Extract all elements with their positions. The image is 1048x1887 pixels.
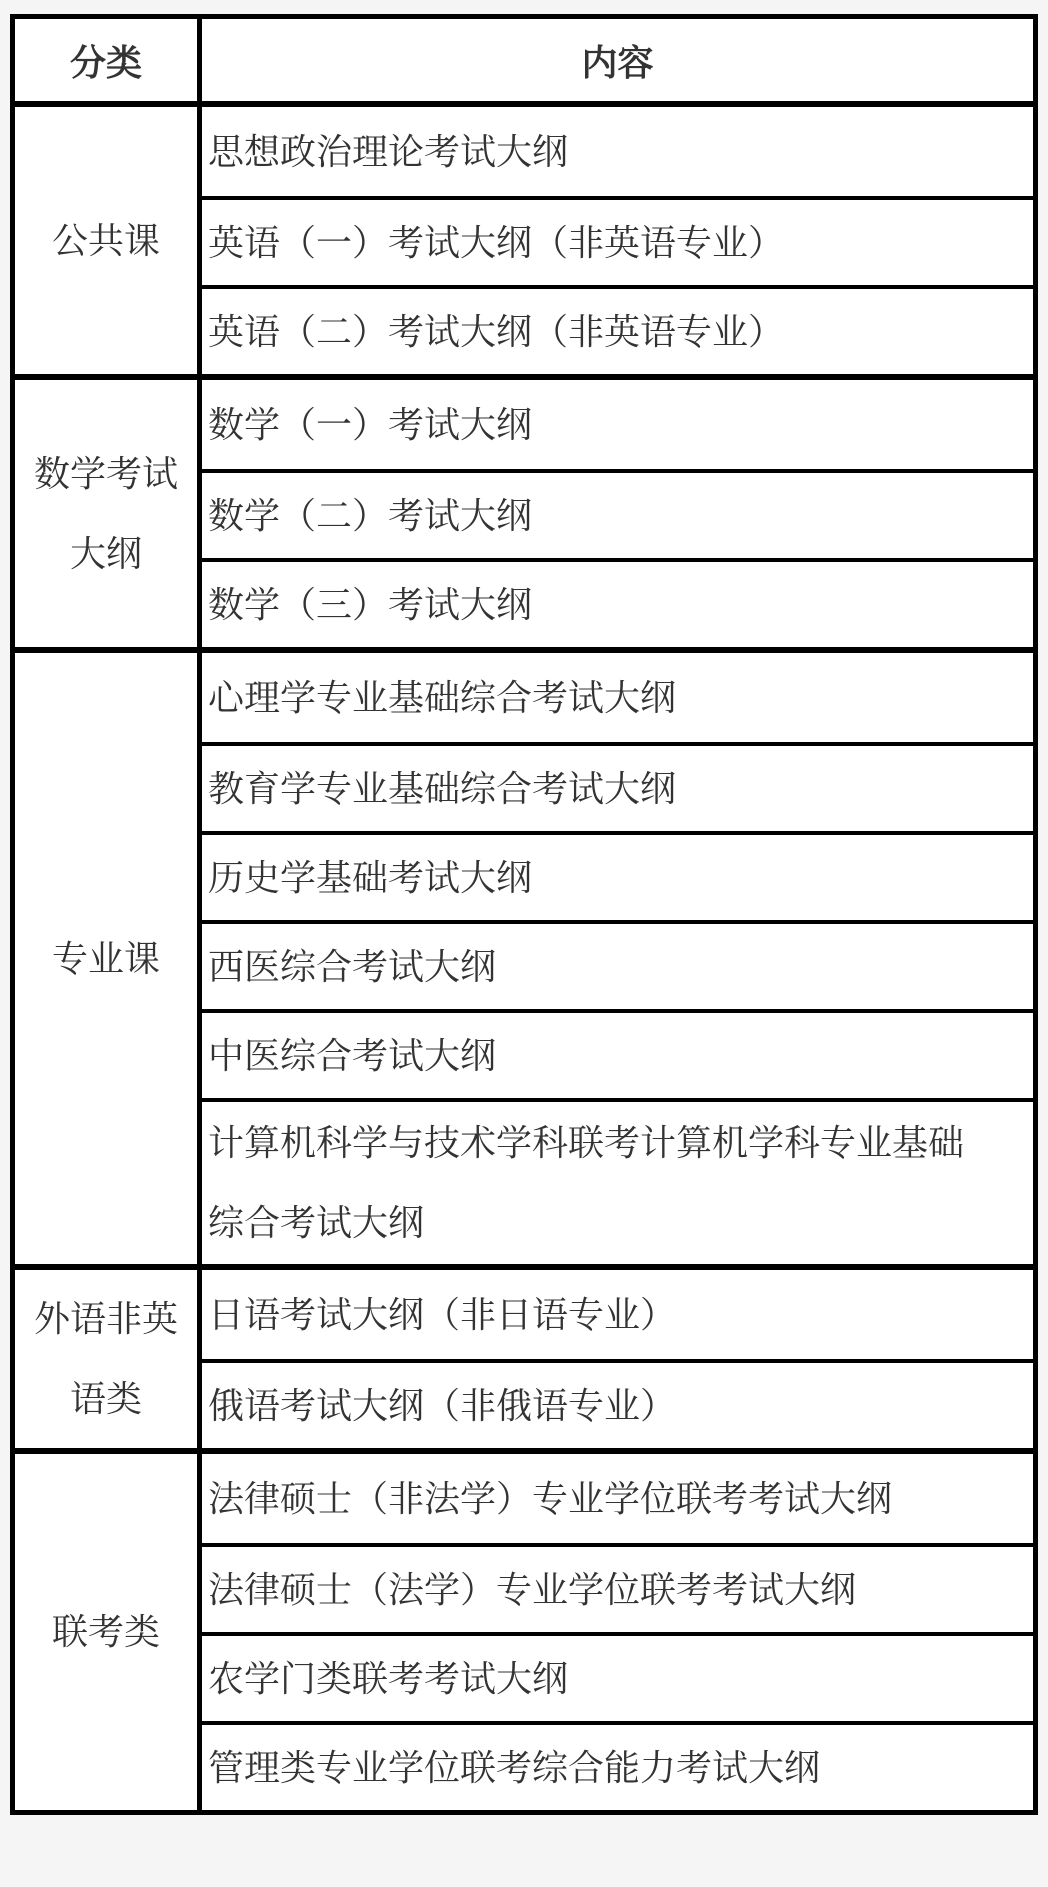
row-text: 计算机科学与技术学科联考计算机学科专业基础综合考试大纲	[208, 1122, 965, 1243]
table-group	[15, 374, 1033, 647]
group-category-cell: 专业课	[15, 653, 202, 1264]
table-body	[15, 107, 1033, 1810]
row-text: 历史学基础考试大纲	[208, 856, 533, 898]
row-text: 中医综合考试大纲	[208, 1034, 497, 1076]
table-row	[202, 831, 1033, 920]
group-rows	[202, 1454, 1033, 1810]
row-text: 法律硕士（非法学）专业学位联考考试大纲	[208, 1477, 893, 1519]
table-row	[202, 558, 1033, 647]
group-category-cell: 数学考试大纲	[15, 380, 202, 647]
row-text: 俄语考试大纲（非俄语专业）	[208, 1384, 677, 1426]
table-group	[15, 1264, 1033, 1448]
table-group	[15, 647, 1033, 1264]
table-row	[202, 1359, 1033, 1448]
table-row	[202, 1454, 1033, 1543]
header-content-cell: 内容	[581, 41, 654, 83]
row-text: 英语（二）考试大纲（非英语专业）	[208, 310, 785, 352]
row-text: 教育学专业基础综合考试大纲	[208, 767, 677, 809]
table-row	[202, 1543, 1033, 1632]
row-text: 农学门类联考考试大纲	[208, 1657, 569, 1699]
table-row	[202, 469, 1033, 558]
table-header-row	[15, 19, 1033, 107]
table-row	[202, 920, 1033, 1009]
table-row	[202, 196, 1033, 285]
group-rows	[202, 1270, 1033, 1448]
table-group	[15, 1448, 1033, 1810]
row-text: 数学（三）考试大纲	[208, 583, 533, 625]
table-row	[202, 742, 1033, 831]
row-text: 西医综合考试大纲	[208, 945, 497, 987]
row-text: 数学（一）考试大纲	[208, 403, 533, 445]
row-text: 心理学专业基础综合考试大纲	[208, 676, 677, 718]
group-category-cell: 外语非英语类	[15, 1270, 202, 1448]
row-text: 思想政治理论考试大纲	[208, 130, 569, 172]
table-row	[202, 1632, 1033, 1721]
row-text: 英语（一）考试大纲（非英语专业）	[208, 221, 785, 263]
group-category-cell: 联考类	[15, 1454, 202, 1810]
group-rows	[202, 653, 1033, 1264]
table-row	[202, 285, 1033, 374]
header-category-cell: 分类	[15, 19, 202, 101]
group-rows	[202, 107, 1033, 374]
row-text: 数学（二）考试大纲	[208, 494, 533, 536]
exam-outline-table	[10, 14, 1038, 1815]
table-row	[202, 380, 1033, 469]
row-text: 法律硕士（法学）专业学位联考考试大纲	[208, 1568, 857, 1610]
table-row	[202, 1009, 1033, 1098]
table-row	[202, 1721, 1033, 1810]
row-text: 日语考试大纲（非日语专业）	[208, 1293, 677, 1335]
group-rows	[202, 380, 1033, 647]
row-text: 管理类专业学位联考综合能力考试大纲	[208, 1746, 821, 1788]
table-row	[202, 1098, 1033, 1264]
table-group	[15, 107, 1033, 374]
table-row	[202, 107, 1033, 196]
table-row	[202, 1270, 1033, 1359]
table-row	[202, 653, 1033, 742]
group-category-cell: 公共课	[15, 107, 202, 374]
